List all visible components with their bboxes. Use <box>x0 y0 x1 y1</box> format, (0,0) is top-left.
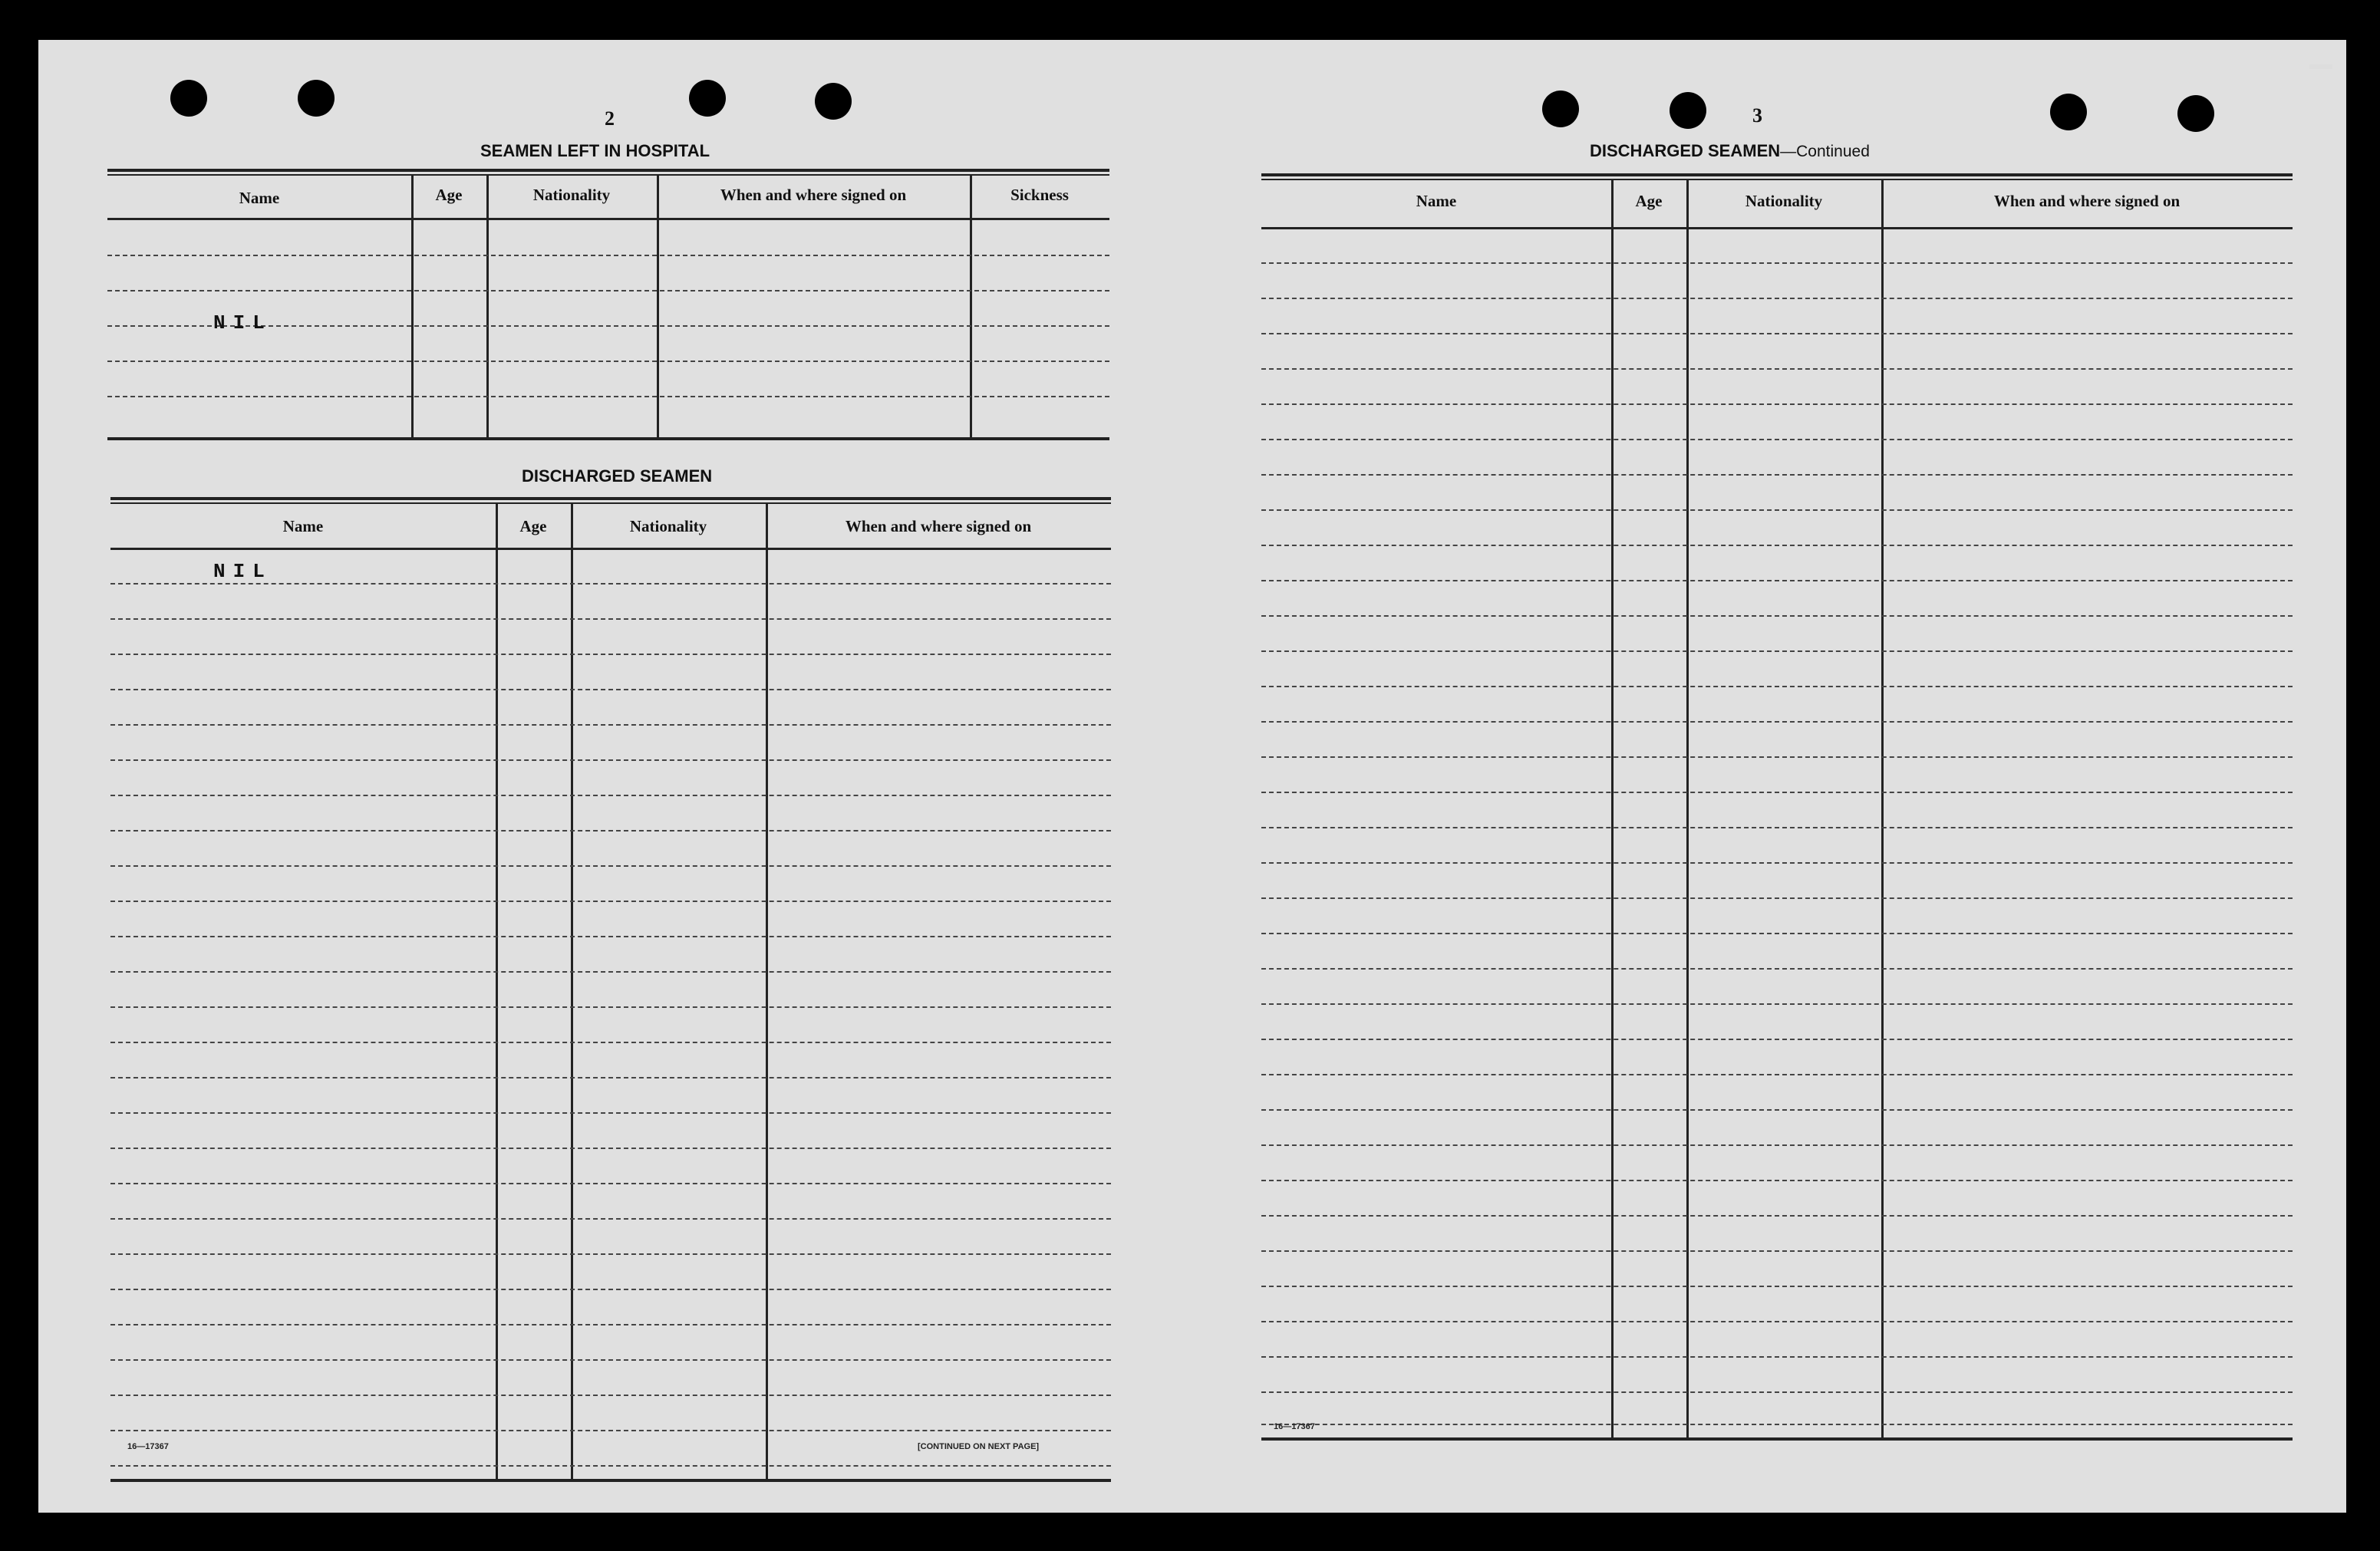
col-header-name: Name <box>239 189 280 207</box>
hospital-section-title: SEAMEN LEFT IN HOSPITAL <box>480 141 710 160</box>
col-header-age: Age <box>435 186 463 204</box>
discharged-entry-nil: NIL <box>213 560 272 583</box>
document-paper <box>38 40 2346 1513</box>
discharged-continued-title <box>1590 141 1870 161</box>
form-number-right: 16—17367 <box>1274 1422 1315 1431</box>
page-number-left: 2 <box>605 107 615 130</box>
discharged-table-right <box>1261 173 2293 1444</box>
hospital-table <box>107 169 1109 442</box>
punch-hole <box>815 83 852 120</box>
form-number-left: 16—17367 <box>127 1442 169 1451</box>
col-header-name: Name <box>282 517 324 535</box>
col-header-name: Name <box>1416 192 1457 210</box>
col-header-signed-on: When and where signed on <box>1993 192 2181 210</box>
col-header-age: Age <box>519 517 547 535</box>
col-header-sickness: Sickness <box>1010 186 1069 204</box>
discharged-section-title: DISCHARGED SEAMEN <box>522 466 713 486</box>
punch-hole <box>170 80 207 117</box>
col-header-signed-on: When and where signed on <box>720 186 907 204</box>
page-number-right: 3 <box>1752 104 1762 127</box>
punch-hole <box>298 80 335 117</box>
paper-edge-mark <box>2309 64 2332 69</box>
col-header-nationality: Nationality <box>629 517 707 535</box>
punch-hole <box>2177 95 2214 132</box>
punch-hole <box>1670 92 1706 129</box>
punch-hole <box>1542 91 1579 127</box>
col-header-nationality: Nationality <box>532 186 611 204</box>
punch-hole <box>689 80 726 117</box>
discharged-table-left <box>110 497 1111 1487</box>
punch-hole <box>2050 94 2087 130</box>
discharged-continued-suffix: —Continued <box>1780 143 1870 160</box>
col-header-age: Age <box>1635 192 1663 210</box>
hospital-entry-nil: NIL <box>213 311 272 334</box>
continued-note: [CONTINUED ON NEXT PAGE] <box>918 1442 1040 1451</box>
discharged-continued-title-main: DISCHARGED SEAMEN <box>1590 141 1781 160</box>
col-header-signed-on: When and where signed on <box>845 517 1032 535</box>
col-header-nationality: Nationality <box>1745 192 1823 210</box>
